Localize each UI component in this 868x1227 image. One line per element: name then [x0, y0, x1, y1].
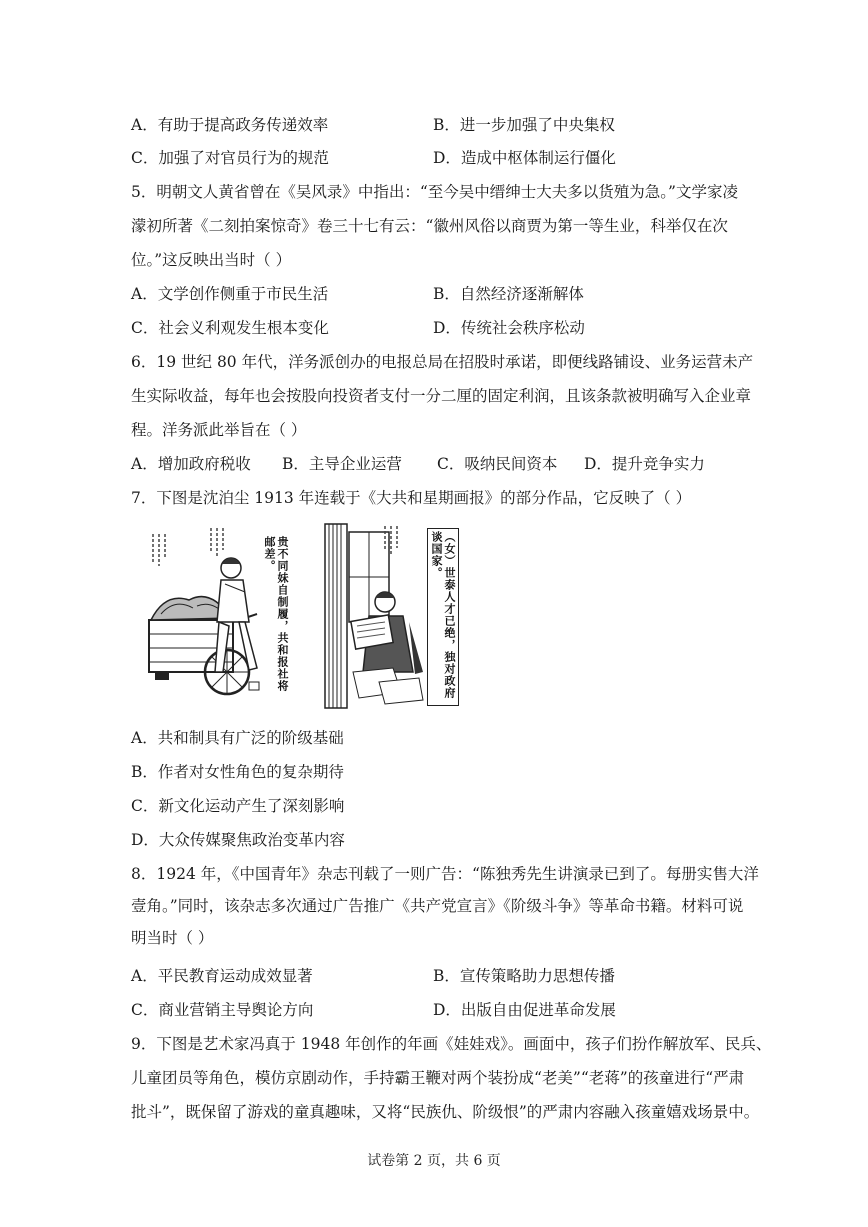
q9-stem-line2: 儿童团员等角色，模仿京剧动作，手持霸王鞭对两个装扮成“老美”“老蒋”的孩童进行“严肃: [131, 1069, 745, 1087]
q9-stem-line3: 批斗”，既保留了游戏的童真趣味，又将“民族仇、阶级恨”的严肃内容融入孩童嬉戏场景中。: [131, 1103, 760, 1121]
q7-right-caption-col1: （女）世泰人才已绝，独对政府谈国家。: [427, 528, 459, 706]
q6-option-b: B．主导企业运营: [282, 455, 402, 473]
q5-stem-line2: 濛初所著《二刻拍案惊奇》卷三十七有云：“徽州风俗以商贾为第一等生业，科举仅在次: [131, 217, 728, 235]
q4-option-c: C．加强了对官员行为的规范: [131, 149, 329, 167]
q5-option-c: C．社会义利观发生根本变化: [131, 319, 329, 337]
q7-option-c: C．新文化运动产生了深刻影响: [131, 797, 345, 815]
q7-left-caption-col1: 贵不同妹自制履，共和报社将邮差。: [263, 536, 289, 692]
q6-stem-line1: 6．19 世纪 80 年代，洋务派创办的电报总局在招股时承诺，即便线路铺设、业务运营未产: [131, 353, 754, 371]
q6-option-d: D．提升竞争实力: [584, 455, 705, 473]
page-footer: 试卷第 2 页，共 6 页: [367, 1153, 501, 1169]
q8-stem-line1: 8．1924 年，《中国青年》杂志刊载了一则广告：“陈独秀先生讲演录已到了。每册实售大洋: [131, 865, 759, 883]
q7-option-d: D．大众传媒聚焦政治变革内容: [131, 831, 345, 849]
q8-option-d: D．出版自由促进革命发展: [433, 1001, 616, 1019]
q8-option-b: B．宣传策略助力思想传播: [433, 967, 615, 985]
q4-option-a: A．有助于提高政务传递效率: [131, 116, 329, 134]
q6-stem-line2: 生实际收益，每年也会按股向投资者支付一分二厘的固定利润，且该条款被明确写入企业章: [131, 387, 752, 405]
q5-option-d: D．传统社会秩序松动: [433, 319, 585, 337]
q8-stem-line2: 壹角。”同时，该杂志多次通过广告推广《共产党宣言》《阶级斗争》等革命书籍。材料可说: [131, 897, 744, 915]
q5-stem-line1: 5．明朝文人黄省曾在《吴风录》中指出：“至今吴中缙绅士大夫多以货殖为急。”文学家凌: [131, 183, 738, 201]
q7-right-panel: [323, 522, 475, 710]
q7-option-b: B．作者对女性角色的复杂期待: [131, 763, 344, 781]
q7-option-a: A．共和制具有广泛的阶级基础: [131, 729, 344, 747]
q8-option-c: C．商业营销主导舆论方向: [131, 1001, 314, 1019]
q6-option-c: C．吸纳民间资本: [437, 455, 558, 473]
q5-option-b: B．自然经济逐渐解体: [433, 285, 584, 303]
q4-option-b: B．进一步加强了中央集权: [433, 116, 615, 134]
q8-option-a: A．平民教育运动成效显著: [131, 967, 313, 985]
q7-stem-line1: 7．下图是沈泊尘 1913 年连载于《大共和星期画报》的部分作品，它反映了（ ）: [131, 489, 692, 507]
q5-stem-line3: 位。”这反映出当时（ ）: [131, 251, 292, 269]
q6-stem-line3: 程。洋务派此举旨在（ ）: [131, 421, 307, 439]
q7-cartoon-figure: [145, 522, 475, 710]
q4-option-d: D．造成中枢体制运行僵化: [433, 149, 616, 167]
q6-option-a: A．增加政府税收: [131, 455, 251, 473]
q5-option-a: A．文学创作侧重于市民生活: [131, 285, 329, 303]
q8-stem-line3: 明当时（ ）: [131, 929, 214, 947]
q9-stem-line1: 9．下图是艺术家冯真于 1948 年创作的年画《娃娃戏》。画面中，孩子们扮作解放军、民兵、: [131, 1035, 772, 1053]
q7-left-panel: [145, 522, 310, 710]
